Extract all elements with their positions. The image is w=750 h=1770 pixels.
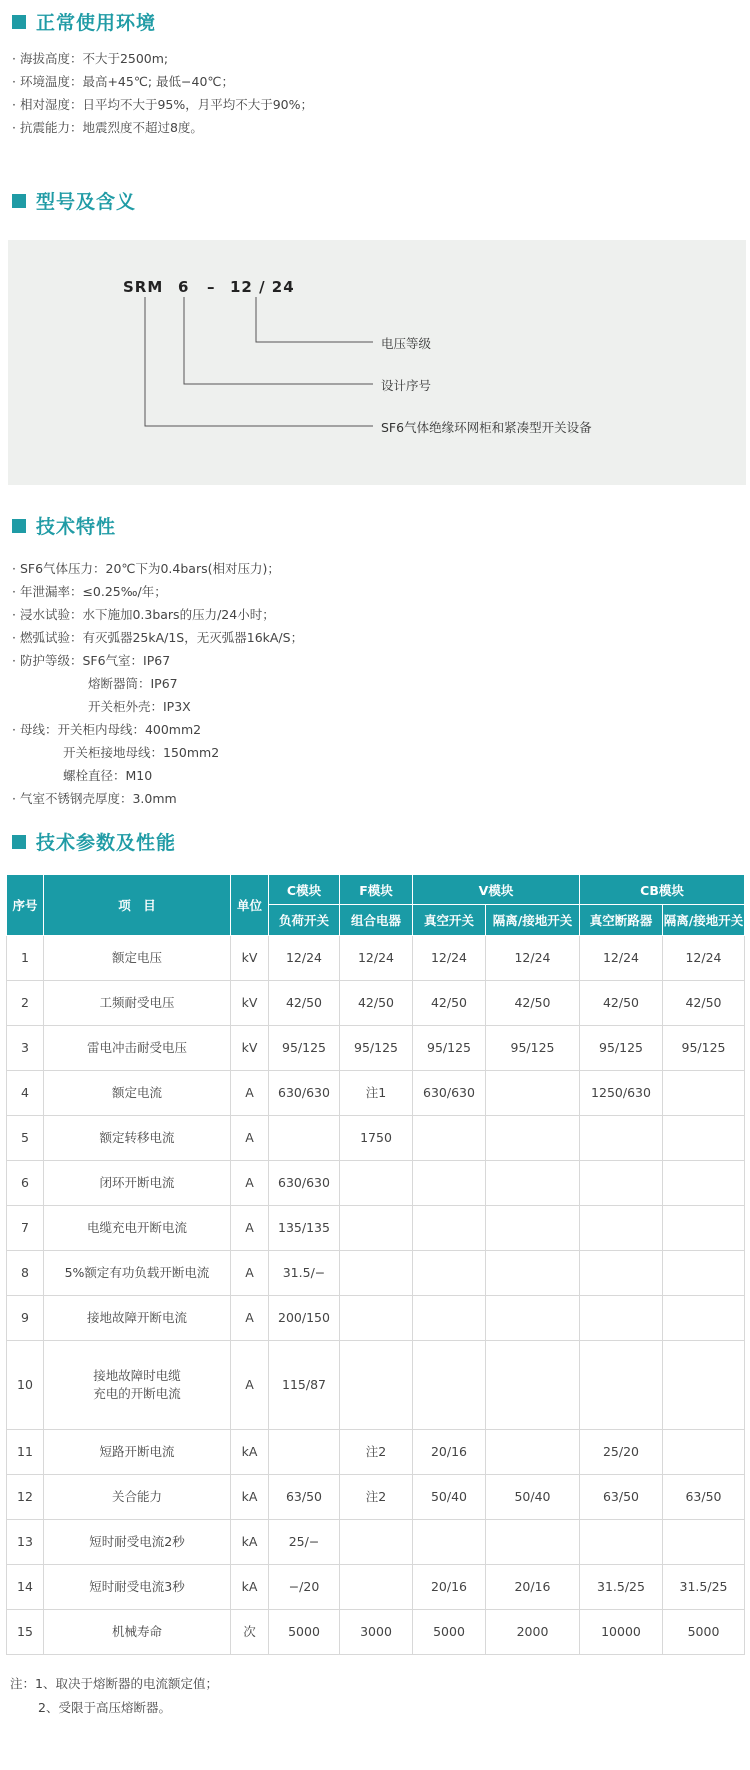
leader-line-series [145,297,373,426]
cell-value [663,1520,745,1565]
col-header-group-f: F模块 [340,875,413,905]
cell-value [340,1341,413,1430]
cell-value: 95/125 [486,1026,580,1071]
list-item: 螺栓直径：M10 [63,768,153,783]
cell-no: 8 [7,1251,44,1296]
cell-value: 25/20 [580,1430,663,1475]
cell-value: 12/24 [269,936,340,981]
cell-no: 7 [7,1206,44,1251]
cell-no: 2 [7,981,44,1026]
cell-value [340,1206,413,1251]
cell-value: 12/24 [340,936,413,981]
section-title: 技术参数及性能 [36,832,177,854]
cell-value [486,1520,580,1565]
col-header-sub: 隔离/接地开关 [486,905,580,936]
leader-line-design [184,297,373,384]
model-label-series: SF6气体绝缘环网柜和紧凑型开关设备 [381,420,592,435]
cell-item-line: 充电的开断电流 [93,1386,181,1401]
list-item: · 燃弧试验：有灭弧器25kA/1S，无灭弧器16kA/S； [12,630,304,645]
col-header-sub: 隔离/接地开关 [663,905,745,936]
table-row [7,1116,745,1161]
list-item: 开关柜接地母线：150mm2 [63,745,220,760]
cell-item: 额定电流 [44,1071,231,1116]
cell-value [580,1206,663,1251]
cell-value: 31.5/25 [663,1565,745,1610]
cell-value: 12/24 [413,936,486,981]
cell-item: 接地故障开断电流 [44,1296,231,1341]
col-header-unit: 单位 [231,875,269,936]
cell-value [663,1206,745,1251]
cell-value [340,1251,413,1296]
cell-value [413,1341,486,1430]
list-item: · 年泄漏率：≤0.25‰/年； [12,584,167,599]
cell-value [663,1161,745,1206]
cell-value: 42/50 [269,981,340,1026]
cell-item: 机械寿命 [44,1610,231,1655]
cell-value: 12/24 [486,936,580,981]
cell-value: 20/16 [413,1565,486,1610]
footnote-2: 2、受限于高压熔断器。 [38,1700,171,1715]
cell-value: 31.5/25 [580,1565,663,1610]
list-item: · 母线：开关柜内母线：400mm2 [12,722,202,737]
cell-value: 63/50 [580,1475,663,1520]
cell-value: 2000 [486,1610,580,1655]
cell-item: 短时耐受电流3秒 [44,1565,231,1610]
cell-value: 5000 [663,1610,745,1655]
cell-value: 95/125 [580,1026,663,1071]
table-row [7,1026,745,1071]
cell-value [486,1430,580,1475]
cell-unit: kV [231,1026,269,1071]
section-title: 型号及含义 [36,191,137,213]
cell-no: 6 [7,1161,44,1206]
cell-value: 50/40 [413,1475,486,1520]
footnotes [10,1672,218,1720]
cell-value: 20/16 [486,1565,580,1610]
cell-no: 1 [7,936,44,981]
list-item: · 海拔高度：不大于2500m; [12,51,169,66]
cell-value [663,1341,745,1430]
cell-unit: A [231,1341,269,1430]
table-row [7,1071,745,1116]
cell-value: 630/630 [269,1161,340,1206]
cell-unit: A [231,1206,269,1251]
cell-unit: kA [231,1520,269,1565]
cell-value [486,1161,580,1206]
cell-value [413,1251,486,1296]
cell-value: 135/135 [269,1206,340,1251]
table-row [7,1206,745,1251]
model-diagram [8,240,746,485]
cell-item: 电缆充电开断电流 [44,1206,231,1251]
cell-item: 闭环开断电流 [44,1161,231,1206]
cell-item: 5%额定有功负载开断电流 [44,1251,231,1296]
cell-no: 3 [7,1026,44,1071]
cell-value [413,1296,486,1341]
cell-value: 注2 [340,1475,413,1520]
cell-value: 注1 [340,1071,413,1116]
cell-item-line: 接地故障时电缆 [93,1368,181,1383]
model-label-voltage: 电压等级 [381,336,432,351]
cell-value: 115/87 [269,1341,340,1430]
cell-no: 14 [7,1565,44,1610]
cell-no: 10 [7,1341,44,1430]
cell-value: 630/630 [269,1071,340,1116]
cell-value [580,1520,663,1565]
cell-value [486,1116,580,1161]
cell-value: 63/50 [269,1475,340,1520]
cell-value [486,1341,580,1430]
cell-value [413,1520,486,1565]
cell-value: 95/125 [663,1026,745,1071]
list-item: 熔断器筒：IP67 [88,676,178,691]
cell-value: −/20 [269,1565,340,1610]
cell-value: 42/50 [413,981,486,1026]
cell-value [580,1161,663,1206]
cell-unit: kA [231,1430,269,1475]
col-header-sub: 真空开关 [413,905,486,936]
section-heading-params [12,828,176,855]
cell-unit: kV [231,981,269,1026]
cell-item [44,1341,231,1430]
table-row [7,981,745,1026]
table-row [7,1520,745,1565]
list-item: · 环境温度：最高+45℃; 最低−40℃； [12,74,234,89]
cell-value: 5000 [413,1610,486,1655]
cell-value [413,1161,486,1206]
cell-item: 工频耐受电压 [44,981,231,1026]
section-heading-model [12,187,136,214]
table-row [7,1296,745,1341]
cell-value [663,1296,745,1341]
cell-item: 关合能力 [44,1475,231,1520]
footnote-1: 注：1、取决于熔断器的电流额定值； [10,1676,218,1691]
cell-value: 20/16 [413,1430,486,1475]
cell-value [486,1296,580,1341]
cell-item: 短时耐受电流2秒 [44,1520,231,1565]
table-row [7,1475,745,1520]
section-heading-env [12,8,156,35]
cell-value [663,1116,745,1161]
cell-value: 50/40 [486,1475,580,1520]
cell-value [580,1251,663,1296]
cell-value: 42/50 [340,981,413,1026]
cell-value: 95/125 [269,1026,340,1071]
cell-value [340,1520,413,1565]
section-title: 技术特性 [36,516,117,538]
table-row [7,1251,745,1296]
table-row [7,1161,745,1206]
cell-value: 200/150 [269,1296,340,1341]
cell-value: 5000 [269,1610,340,1655]
cell-value: 630/630 [413,1071,486,1116]
square-bullet-icon [12,835,26,849]
params-table [6,874,745,1655]
table-row [7,1341,745,1430]
cell-value [269,1116,340,1161]
cell-no: 4 [7,1071,44,1116]
cell-item: 额定转移电流 [44,1116,231,1161]
col-header-sub: 负荷开关 [269,905,340,936]
col-header-group-cb: CB模块 [580,875,745,905]
cell-value [413,1116,486,1161]
cell-unit: kA [231,1475,269,1520]
square-bullet-icon [12,15,26,29]
cell-value [340,1565,413,1610]
list-item: · 相对湿度：日平均不大于95%，月平均不大于90%； [12,97,314,112]
cell-value: 42/50 [580,981,663,1026]
table-row [7,1610,745,1655]
cell-no: 11 [7,1430,44,1475]
leader-line-voltage [256,297,373,342]
cell-value: 31.5/− [269,1251,340,1296]
env-list [12,47,313,139]
list-item: · 防护等级：SF6气室：IP67 [12,653,171,668]
col-header-group-v: V模块 [413,875,580,905]
model-code-voltage: 12 / 24 [230,278,295,296]
col-header-sub: 真空断路器 [580,905,663,936]
cell-value: 10000 [580,1610,663,1655]
cell-value [663,1251,745,1296]
model-label-design: 设计序号 [381,378,432,393]
cell-no: 5 [7,1116,44,1161]
cell-value: 1750 [340,1116,413,1161]
cell-value: 12/24 [663,936,745,981]
table-row [7,936,745,981]
cell-value [269,1430,340,1475]
cell-value: 42/50 [486,981,580,1026]
cell-item: 短路开断电流 [44,1430,231,1475]
square-bullet-icon [12,194,26,208]
cell-value: 95/125 [340,1026,413,1071]
cell-value [580,1341,663,1430]
col-header-no: 序号 [7,875,44,936]
model-leader-lines [8,240,746,485]
cell-value [486,1251,580,1296]
col-header-group-c: C模块 [269,875,340,905]
cell-unit: kV [231,936,269,981]
list-item: 开关柜外壳：IP3X [88,699,191,714]
model-code-dash: – [207,278,216,296]
cell-value [580,1296,663,1341]
cell-no: 12 [7,1475,44,1520]
cell-unit: A [231,1251,269,1296]
list-item: · 抗震能力：地震烈度不超过8度。 [12,120,203,135]
cell-value: 25/− [269,1520,340,1565]
list-item: · 气室不锈钢壳厚度：3.0mm [12,791,177,806]
section-title: 正常使用环境 [36,12,157,34]
cell-value: 63/50 [663,1475,745,1520]
cell-item: 额定电压 [44,936,231,981]
cell-value: 42/50 [663,981,745,1026]
cell-value [340,1161,413,1206]
cell-unit: A [231,1161,269,1206]
section-heading-tech [12,512,116,539]
cell-item: 雷电冲击耐受电压 [44,1026,231,1071]
square-bullet-icon [12,519,26,533]
cell-value [580,1116,663,1161]
cell-value: 3000 [340,1610,413,1655]
cell-value [486,1206,580,1251]
cell-value [340,1296,413,1341]
cell-value: 1250/630 [580,1071,663,1116]
col-header-item: 项 目 [44,875,231,936]
cell-value [663,1430,745,1475]
cell-no: 13 [7,1520,44,1565]
cell-value [486,1071,580,1116]
cell-unit: A [231,1071,269,1116]
cell-value [663,1071,745,1116]
cell-value: 注2 [340,1430,413,1475]
cell-unit: A [231,1116,269,1161]
model-code-series: SRM [123,278,164,296]
cell-value: 95/125 [413,1026,486,1071]
col-header-sub: 组合电器 [340,905,413,936]
table-row [7,1430,745,1475]
model-code-design: 6 [178,278,190,296]
cell-no: 9 [7,1296,44,1341]
list-item: · SF6气体压力：20℃下为0.4bars(相对压力)； [12,561,280,576]
cell-value [413,1206,486,1251]
cell-unit: kA [231,1565,269,1610]
params-table-body [7,936,745,1655]
list-item: · 浸水试验：水下施加0.3bars的压力/24小时； [12,607,275,622]
tech-list [12,557,303,810]
cell-unit: A [231,1296,269,1341]
table-row [7,1565,745,1610]
cell-no: 15 [7,1610,44,1655]
cell-value: 12/24 [580,936,663,981]
cell-unit: 次 [231,1610,269,1655]
